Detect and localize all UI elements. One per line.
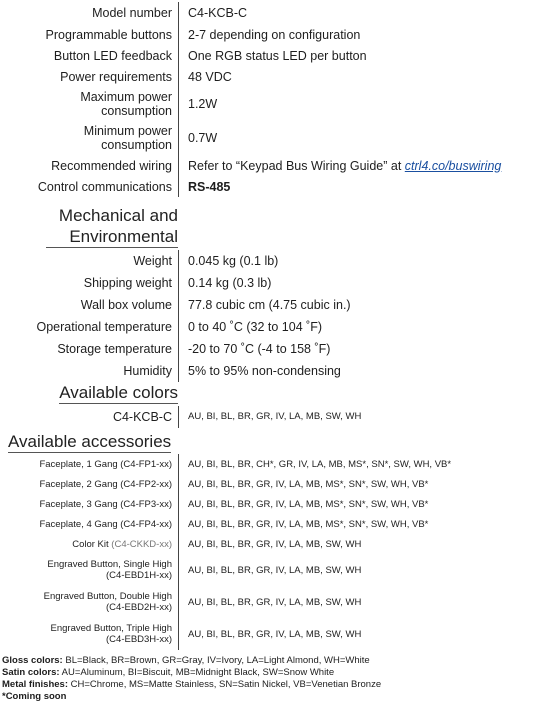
note-key: Satin colors:: [2, 667, 60, 678]
section-heading: Available colors: [59, 383, 178, 402]
spec-value: C4-KCB-C: [178, 2, 536, 24]
accessory-label: Engraved Button, Single High (C4-EBD1H-xx): [47, 559, 172, 581]
accessory-name: Color Kit: [72, 538, 109, 550]
spec-value: 0.7W: [178, 121, 536, 155]
color-legend-notes: [2, 655, 536, 703]
note-line: [2, 691, 536, 703]
spec-value: One RGB status LED per button: [178, 45, 536, 66]
mech-row: [0, 316, 536, 338]
spec-label: Recommended wiring: [51, 158, 172, 173]
mech-row: [0, 360, 536, 382]
accessory-label: [0, 539, 178, 550]
color-model-label: C4-KCB-C: [112, 410, 172, 424]
accessory-colors: AU, BI, BL, BR, CH*, GR, IV, LA, MB, MS*, SN*, SW, WH, VB*: [178, 454, 536, 474]
specs-table: [0, 2, 536, 197]
spec-row-buttons: [0, 24, 536, 45]
spec-value: [178, 155, 536, 176]
spec-row-max-power: [0, 87, 536, 121]
mech-value: 0 to 40 ˚C (32 to 104 ˚F): [178, 316, 536, 338]
note-text: CH=Chrome, MS=Matte Stainless, SN=Satin Nickel, VB=Venetian Bronze: [68, 679, 382, 690]
spec-row-model: [0, 2, 536, 24]
accessory-row: [0, 534, 536, 554]
accessory-colors: AU, BI, BL, BR, GR, IV, LA, MB, SW, WH: [178, 618, 536, 650]
spec-row-comms: [0, 176, 536, 197]
mech-label: Storage temperature: [57, 342, 172, 356]
spec-row-power: [0, 66, 536, 87]
accessory-label: Faceplate, 4 Gang (C4-FP4-xx): [39, 518, 172, 530]
note-text: AU=Aluminum, BI=Biscuit, MB=Midnight Black, SW=Snow White: [59, 667, 335, 678]
mech-value: 77.8 cubic cm (4.75 cubic in.): [178, 294, 536, 316]
mechanical-title: [0, 206, 178, 248]
accessory-row: [0, 554, 536, 586]
spec-value: 2-7 depending on configuration: [178, 24, 536, 45]
mech-label: Humidity: [123, 364, 172, 378]
spec-value: 1.2W: [178, 87, 536, 121]
colors-title: [0, 382, 178, 404]
note-key: *Coming soon: [2, 691, 67, 702]
spec-label: Model number: [92, 6, 172, 20]
spec-label: Programmable buttons: [45, 27, 172, 42]
mech-value: -20 to 70 ˚C (-4 to 158 ˚F): [178, 338, 536, 360]
accessories-section: [0, 431, 536, 650]
spec-value: RS-485: [178, 176, 536, 197]
mech-label: Operational temperature: [36, 320, 172, 334]
mech-row: [0, 294, 536, 316]
spec-row-min-power: [0, 121, 536, 155]
accessory-colors: AU, BI, BL, BR, GR, IV, LA, MB, MS*, SN*, SW, WH, VB*: [178, 514, 536, 534]
note-line: [2, 667, 536, 679]
accessories-title: [0, 431, 536, 453]
note-line: [2, 679, 536, 691]
accessory-row: [0, 618, 536, 650]
bus-wiring-link[interactable]: ctrl4.co/buswiring: [404, 158, 502, 173]
wiring-text: Refer to “Keypad Bus Wiring Guide” at: [188, 158, 402, 173]
note-text: BL=Black, BR=Brown, GR=Gray, IV=Ivory, LA=Light Almond, WH=White: [62, 655, 370, 666]
mech-value: 0.14 kg (0.3 lb): [178, 272, 536, 294]
spec-label: Minimum power consumption: [83, 124, 172, 152]
spec-row-led: [0, 45, 536, 66]
mech-label: Wall box volume: [80, 298, 172, 312]
colors-section: [0, 382, 536, 428]
accessory-row: [0, 474, 536, 494]
section-heading: Available accessories: [8, 432, 172, 451]
spec-label: Control communications: [37, 179, 172, 194]
mech-row: [0, 338, 536, 360]
accessory-label: Faceplate, 2 Gang (C4-FP2-xx): [39, 478, 172, 490]
color-row: [0, 406, 536, 428]
spec-label: Maximum power consumption: [80, 90, 172, 118]
note-key: Gloss colors:: [2, 655, 63, 666]
mech-label: Shipping weight: [83, 276, 172, 290]
accessory-row: [0, 586, 536, 618]
note-key: Metal finishes:: [2, 679, 68, 690]
accessory-colors: AU, BI, BL, BR, GR, IV, LA, MB, SW, WH: [178, 554, 536, 586]
accessory-row: [0, 514, 536, 534]
mech-label: Weight: [133, 254, 172, 268]
mech-row: [0, 272, 536, 294]
accessory-label: Engraved Button, Double High (C4-EBD2H-xx): [43, 591, 172, 613]
spec-label: Power requirements: [60, 69, 172, 84]
spec-value: 48 VDC: [178, 66, 536, 87]
accessory-row: [0, 494, 536, 514]
accessory-colors: AU, BI, BL, BR, GR, IV, LA, MB, SW, WH: [178, 534, 536, 554]
spec-row-wiring: [0, 155, 536, 176]
section-heading: Mechanical and Environmental: [46, 205, 178, 248]
accessory-part-number: (C4-CKKD-xx): [111, 538, 172, 550]
accessory-colors: AU, BI, BL, BR, GR, IV, LA, MB, MS*, SN*, SW, WH, VB*: [178, 474, 536, 494]
mech-row: [0, 250, 536, 272]
accessory-row: [0, 454, 536, 474]
mech-value: 5% to 95% non-condensing: [178, 360, 536, 382]
accessory-label: Engraved Button, Triple High (C4-EBD3H-xx): [50, 623, 172, 645]
accessory-colors: AU, BI, BL, BR, GR, IV, LA, MB, MS*, SN*, SW, WH, VB*: [178, 494, 536, 514]
spec-label: Button LED feedback: [53, 48, 172, 63]
accessory-label: Faceplate, 1 Gang (C4-FP1-xx): [39, 458, 172, 470]
color-codes: AU, BI, BL, BR, GR, IV, LA, MB, SW, WH: [178, 406, 536, 428]
accessory-colors: AU, BI, BL, BR, GR, IV, LA, MB, SW, WH: [178, 586, 536, 618]
mech-value: 0.045 kg (0.1 lb): [178, 250, 536, 272]
mechanical-section: [0, 206, 536, 382]
note-line: [2, 655, 536, 667]
accessory-label: Faceplate, 3 Gang (C4-FP3-xx): [39, 498, 172, 510]
